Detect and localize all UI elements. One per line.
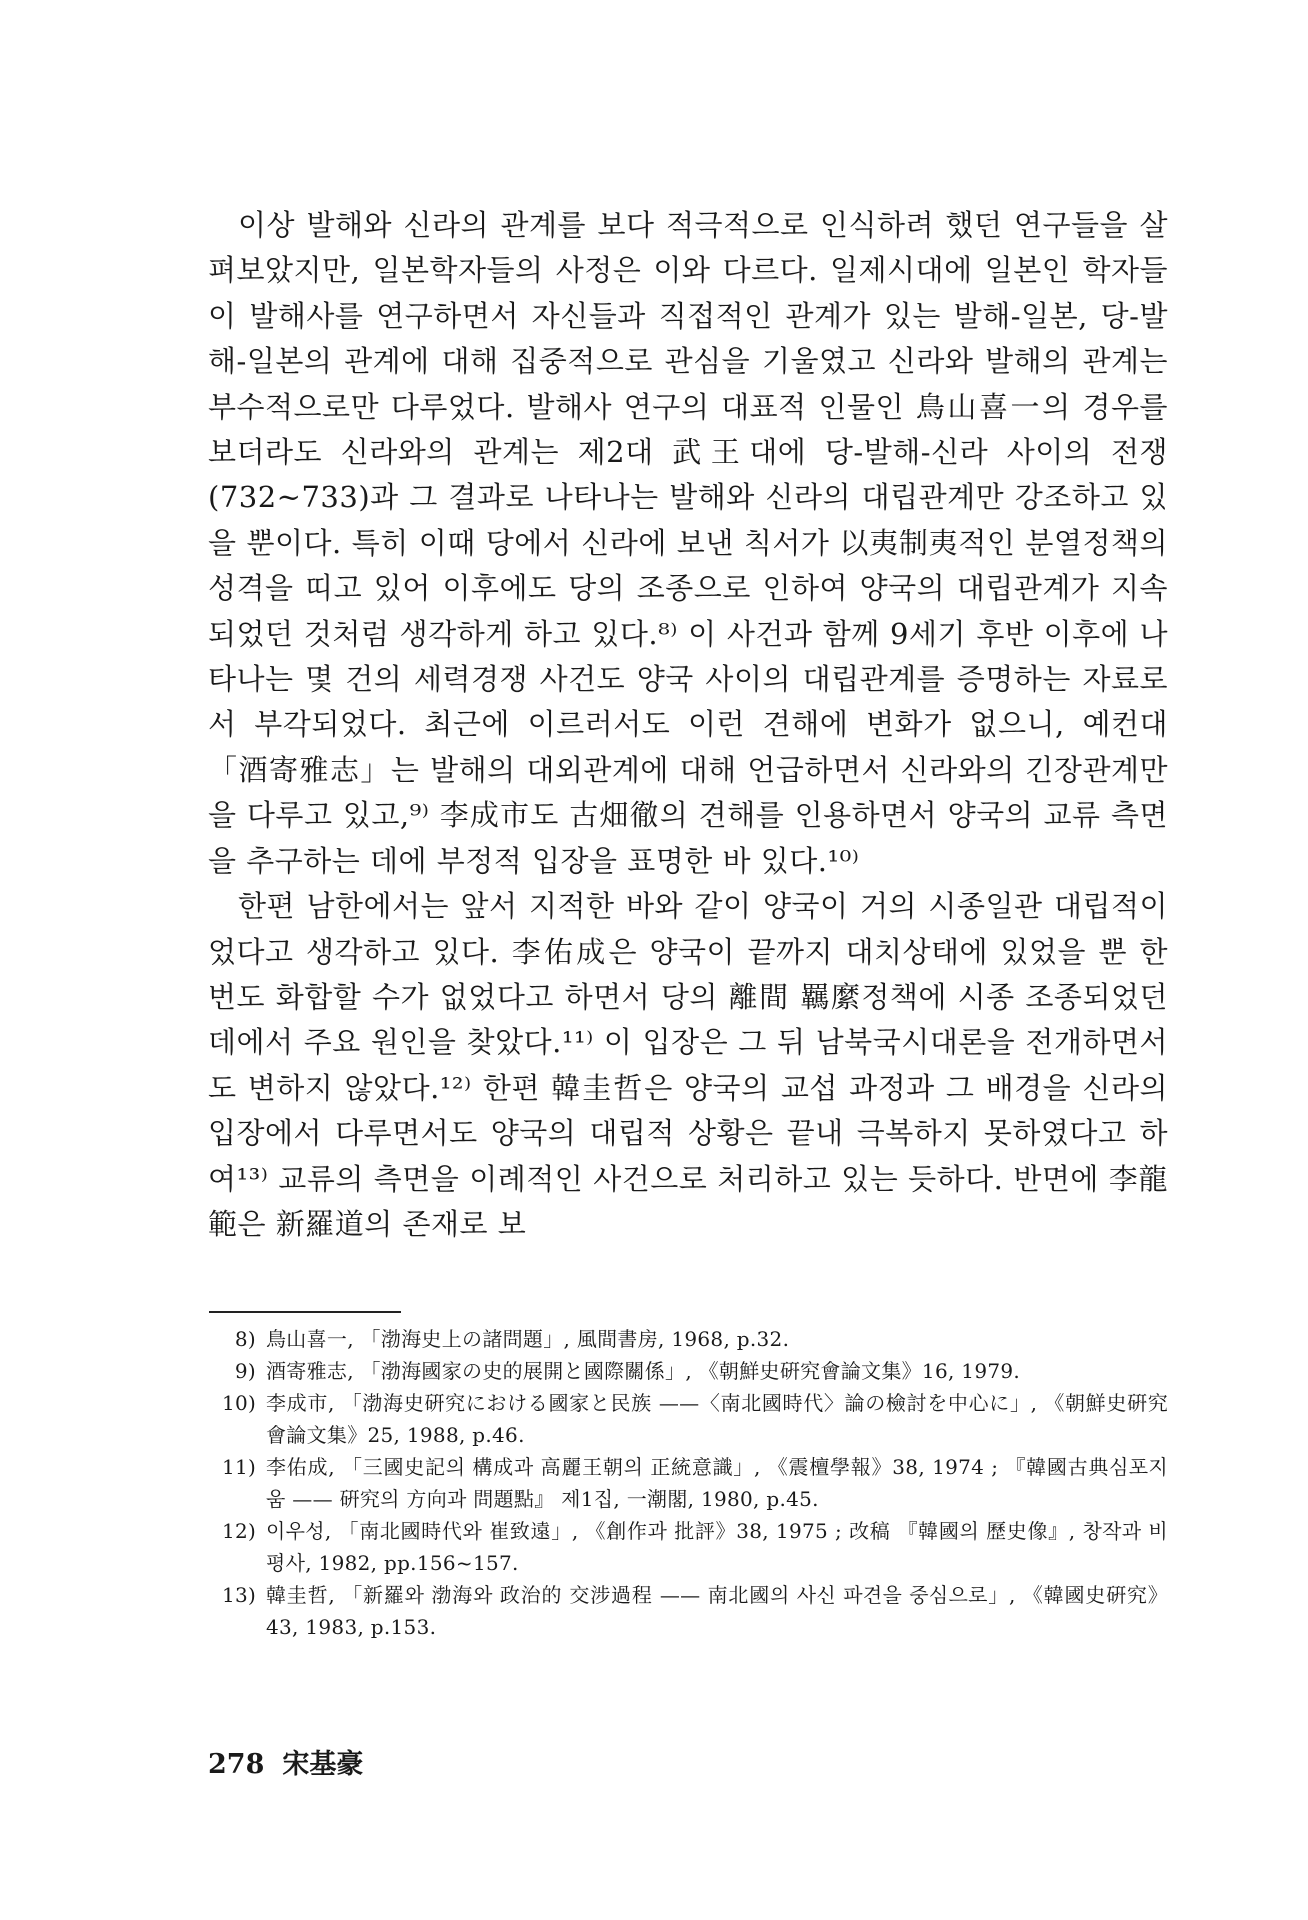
footnote-9 bbox=[222, 1355, 1168, 1387]
footnote-text: 韓圭哲, 「新羅와 渤海와 政治的 交涉過程 —— 南北國의 사신 파견을 중심으로」, 《韓國史硏究》43, 1983, p.153. bbox=[266, 1583, 1168, 1639]
footnote-10 bbox=[222, 1387, 1168, 1451]
footnote-text: 이우성, 「南北國時代와 崔致遠」, 《創作과 批評》38, 1975 ; 改稿 『韓國의 歷史像』, 창작과 비평사, 1982, pp.156~157. bbox=[266, 1519, 1168, 1575]
page-number: 278 bbox=[208, 1749, 265, 1780]
footnote-text: 酒寄雅志, 「渤海國家の史的展開と國際關係」, 《朝鮮史硏究會論文集》16, 1979. bbox=[266, 1359, 1021, 1383]
page-footer bbox=[208, 1742, 381, 1781]
footnote-number: 11) bbox=[222, 1455, 257, 1479]
footnote-text: 李成市, 「渤海史硏究における國家と民族 ——〈南北國時代〉論の檢討を中心に」, 《朝鮮史硏究會論文集》25, 1988, p.46. bbox=[266, 1391, 1168, 1447]
footnote-number: 8) bbox=[234, 1327, 256, 1351]
paragraph-2: 한편 남한에서는 앞서 지적한 바와 같이 양국이 거의 시종일관 대립적이었다고 생각하고 있다. 李佑成은 양국이 끝까지 대치상태에 있었을 뿐 한 번도 화합할 수가 없었다고 하면서 당의 離間 羈縻정책에 시종 조종되었던 데에서 주요 원인을 찾았다.¹¹⁾ 이 입장은 그 뒤 남북국시대론을 전개하면서도 변하지 않았다.¹²⁾ 한편 韓圭哲은 양국의 교섭 과정과 그 배경을 신라의 입장에서 다루면서도 양국의 대립적 상황은 끝내 극복하지 못하였다고 하여¹³⁾ 교류의 측면을 이례적인 사건으로 처리하고 있는 듯하다. 반면에 李龍範은 新羅道의 존재로 보 bbox=[208, 889, 1168, 1241]
footnote-number: 12) bbox=[222, 1519, 257, 1543]
footnote-11 bbox=[222, 1451, 1168, 1515]
paragraph-1: 이상 발해와 신라의 관계를 보다 적극적으로 인식하려 했던 연구들을 살펴보았지만, 일본학자들의 사정은 이와 다르다. 일제시대에 일본인 학자들이 발해사를 연구하면서 자신들과 직접적인 관계가 있는 발해-일본, 당-발해-일본의 관계에 대해 집중적으로 관심을 기울였고 신라와 발해의 관계는 부수적으로만 다루었다. 발해사 연구의 대표적 인물인 鳥山喜一의 경우를 보더라도 신라와의 관계는 제2대 武王대에 당-발해-신라 사이의 전쟁(732~733)과 그 결과로 나타나는 발해와 신라의 대립관계만 강조하고 있을 뿐이다. 특히 이때 당에서 신라에 보낸 칙서가 以夷制夷적인 분열정책의 성격을 띠고 있어 이후에도 당의 조종으로 인하여 양국의 대립관계가 지속되었던 것처럼 생각하게 하고 있다.⁸⁾ 이 사건과 함께 9세기 후반 이후에 나타나는 몇 건의 세력경쟁 사건도 양국 사이의 대립관계를 증명하는 자료로서 부각되었다. 최근에 이르러서도 이런 견해에 변화가 없으니, 예컨대 「酒寄雅志」는 발해의 대외관계에 대해 언급하면서 신라와의 긴장관계만을 다루고 있고,⁹⁾ 李成市도 古畑徹의 견해를 인용하면서 양국의 교류 측면을 추구하는 데에 부정적 입장을 표명한 바 있다.¹⁰⁾ bbox=[208, 208, 1168, 878]
body-text bbox=[208, 203, 1168, 1247]
running-author: 宋基豪 bbox=[282, 1749, 364, 1780]
footnote-divider bbox=[209, 1311, 401, 1313]
footnote-13 bbox=[222, 1579, 1168, 1643]
footnote-number: 9) bbox=[234, 1359, 256, 1383]
footnote-number: 13) bbox=[222, 1583, 257, 1607]
footnote-text: 鳥山喜一, 「渤海史上の諸問題」, 風間書房, 1968, p.32. bbox=[266, 1327, 790, 1351]
footnote-12 bbox=[222, 1515, 1168, 1579]
footnote-text: 李佑成, 「三國史記의 構成과 高麗王朝의 正統意識」, 《震檀學報》38, 1974 ; 『韓國古典심포지움 —— 硏究의 方向과 問題點』 제1집, 一潮閣, 1980, p.45. bbox=[266, 1455, 1168, 1511]
footnote-number: 10) bbox=[222, 1391, 257, 1415]
footnote-8 bbox=[222, 1323, 1168, 1355]
footnotes bbox=[222, 1323, 1168, 1643]
